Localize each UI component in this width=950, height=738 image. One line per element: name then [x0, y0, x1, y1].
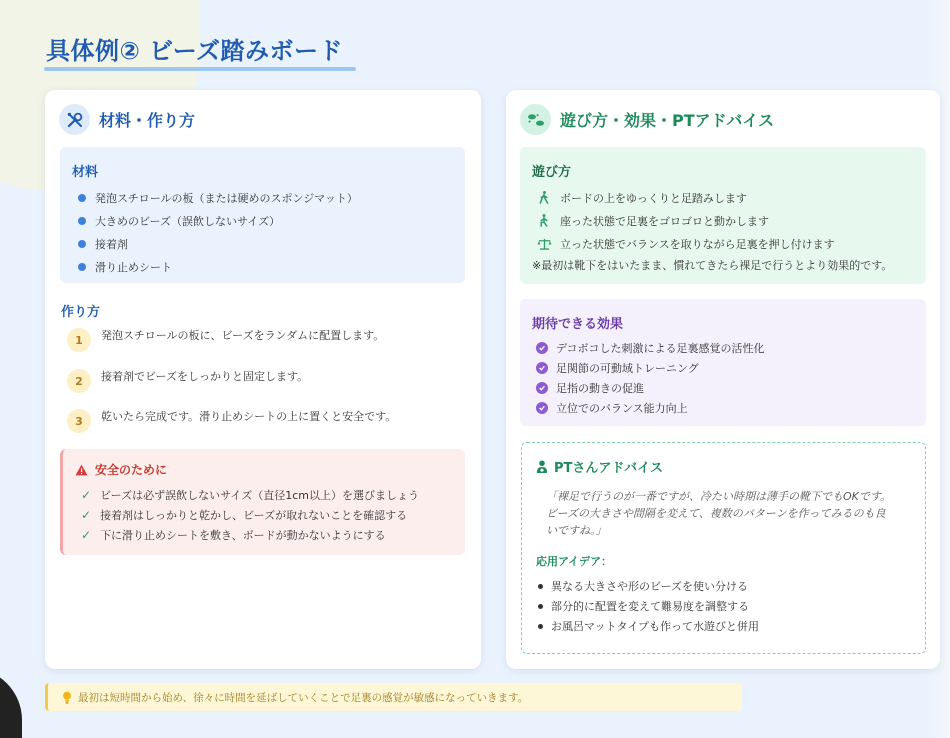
list-item-text: 足指の動きの促進: [556, 382, 644, 395]
list-item-text: 接着剤はしっかりと乾かし、ビーズが取れないことを確認する: [100, 509, 408, 522]
effects-list: [532, 338, 914, 418]
bullet-dot-icon: [78, 217, 86, 225]
bullet-dot-icon: [538, 584, 543, 589]
list-item-text: ビーズは必ず誤飲しないサイズ（直径1cm以上）を選びましょう: [100, 489, 419, 502]
lightbulb-icon: [62, 691, 72, 704]
list-item-text: デコボコした刺激による足裏感覚の活性化: [556, 342, 765, 355]
materials-card-title: 材料・作り方: [99, 111, 196, 130]
list-item-text: 発泡スチロールの板（または硬めのスポンジマット）: [95, 191, 358, 205]
sitting-icon: [536, 214, 552, 228]
check-circle-icon: [536, 382, 548, 394]
play-effects-card: [506, 90, 940, 669]
background-corner: [0, 668, 22, 738]
advice-title-text: PTさんアドバイス: [554, 461, 664, 476]
list-item: [75, 525, 453, 545]
list-item: [532, 378, 914, 398]
list-item: [532, 232, 914, 255]
list-item: [536, 596, 911, 616]
step-text: 発泡スチロールの板に、ビーズをランダムに配置します。: [101, 329, 385, 342]
step-number-badge: 3: [67, 409, 91, 433]
list-item: [532, 209, 914, 232]
bullet-dot-icon: [78, 240, 86, 248]
list-item-text: 立った状態でバランスを取りながら足裏を押し付けます: [560, 237, 835, 251]
steps-title: 作り方: [61, 305, 101, 320]
bullet-dot-icon: [538, 604, 543, 609]
list-item: [75, 485, 453, 505]
play-card-title: 遊び方・効果・PTアドバイス: [560, 111, 775, 130]
advice-quote: 「裸足で行うのが一番ですが、冷たい時期は薄手の靴下でもOKです。ビーズの大きさや間隔を変えて、複数のパターンを作ってみるのも良いですね。」: [546, 490, 891, 537]
list-item: [72, 255, 453, 278]
list-item: [75, 505, 453, 525]
pt-advice-box: [521, 442, 926, 654]
advice-title: [536, 457, 911, 476]
footprints-icon: [520, 104, 551, 135]
balance-scale-icon: [536, 237, 552, 251]
list-item: [72, 186, 453, 209]
effects-title: 期待できる効果: [532, 317, 624, 332]
doctor-icon: [536, 460, 548, 473]
list-item-text: 大きめのビーズ（誤飲しないサイズ）: [95, 214, 281, 228]
materials-card-header: [59, 104, 195, 135]
effects-box: [520, 299, 926, 426]
list-item-text: お風呂マットタイプも作って水遊びと併用: [551, 620, 760, 633]
list-item-text: 部分的に配置を変えて難易度を調整する: [551, 600, 749, 613]
check-circle-icon: [536, 362, 548, 374]
safety-box: [60, 449, 465, 555]
list-item: [532, 398, 914, 418]
list-item: [532, 186, 914, 209]
safety-list: [75, 485, 453, 545]
list-item: [72, 232, 453, 255]
apply-ideas-title: 応用アイデア：: [536, 555, 613, 568]
list-item: [532, 358, 914, 378]
safety-title-text: 安全のために: [95, 463, 168, 477]
walking-icon: [536, 191, 552, 205]
page-title: 具体例② ビーズ踏みボード: [46, 37, 344, 65]
how-to-play-box: [520, 147, 926, 284]
footer-tip: [45, 683, 742, 711]
check-icon: ✓: [81, 508, 92, 522]
bullet-dot-icon: [538, 624, 543, 629]
step-item: [67, 409, 396, 433]
list-item: [72, 209, 453, 232]
list-item-text: ボードの上をゆっくりと足踏みします: [560, 191, 747, 205]
list-item-text: 下に滑り止めシートを敷き、ボードが動かないようにする: [100, 529, 386, 542]
bullet-dot-icon: [78, 194, 86, 202]
list-item: [536, 576, 911, 596]
warning-icon: [75, 464, 88, 476]
step-item: [67, 328, 384, 352]
play-list: [532, 186, 914, 255]
check-icon: ✓: [81, 488, 92, 502]
list-item-text: 異なる大きさや形のビーズを使い分ける: [551, 580, 749, 593]
list-item-text: 立位でのバランス能力向上: [556, 402, 688, 415]
materials-card: [45, 90, 481, 669]
apply-ideas-list: [536, 576, 911, 636]
bullet-dot-icon: [78, 263, 86, 271]
step-text: 接着剤でビーズをしっかりと固定します。: [101, 370, 309, 383]
materials-title: 材料: [72, 165, 99, 180]
step-item: [67, 369, 308, 393]
title-underline: [44, 67, 356, 71]
safety-title: [75, 461, 453, 478]
list-item-text: 足関節の可動域トレーニング: [556, 362, 699, 375]
list-item-text: 滑り止めシート: [95, 260, 172, 274]
list-item: [532, 338, 914, 358]
list-item-text: 座った状態で足裏をゴロゴロと動かします: [560, 214, 769, 228]
step-number-badge: 2: [67, 369, 91, 393]
check-circle-icon: [536, 342, 548, 354]
play-note: ※最初は靴下をはいたまま、慣れてきたら裸足で行うとより効果的です。: [532, 259, 893, 272]
check-circle-icon: [536, 402, 548, 414]
tools-icon: [59, 104, 90, 135]
list-item-text: 接着剤: [95, 237, 128, 251]
materials-box: [60, 147, 465, 283]
play-card-header: [520, 104, 774, 135]
play-title: 遊び方: [532, 165, 572, 180]
list-item: [536, 616, 911, 636]
check-icon: ✓: [81, 528, 92, 542]
step-text: 乾いたら完成です。滑り止めシートの上に置くと安全です。: [101, 410, 397, 423]
step-number-badge: 1: [67, 328, 91, 352]
footer-tip-text: 最初は短時間から始め、徐々に時間を延ばしていくことで足裏の感覚が敏感になっていきます。: [78, 691, 529, 704]
materials-list: [72, 186, 453, 278]
